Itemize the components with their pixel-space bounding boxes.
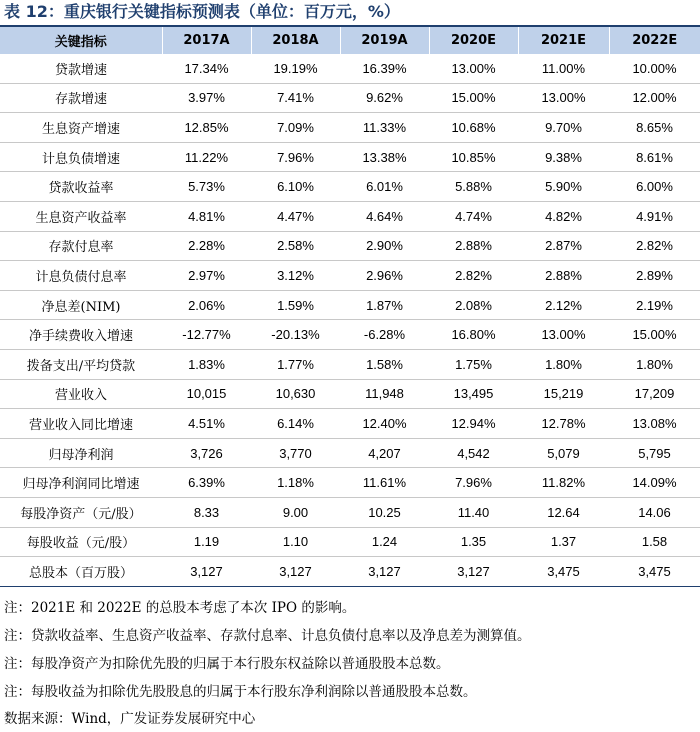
data-source: 数据来源：Wind，广发证券发展研究中心 [4, 711, 256, 727]
table-cell: 9.70% [518, 113, 609, 143]
table-row [0, 113, 700, 143]
table-cell: 13.38% [340, 142, 429, 172]
table-cell: 14.06 [609, 497, 700, 527]
row-label: 拨备支出/平均贷款 [0, 349, 162, 379]
table-cell: 3,127 [251, 557, 340, 587]
row-label: 净息差(NIM) [0, 290, 162, 320]
table-cell: 12.85% [162, 113, 251, 143]
table-cell: 2.89% [609, 261, 700, 291]
row-label: 总股本（百万股） [0, 557, 162, 587]
table-cell: 11.61% [340, 468, 429, 498]
table-cell: 16.39% [340, 54, 429, 83]
table-cell: 12.64 [518, 497, 609, 527]
column-header: 2019A [340, 27, 429, 54]
table-header-row [0, 27, 700, 54]
table-cell: 1.80% [518, 349, 609, 379]
kpi-forecast-table [0, 27, 700, 587]
table-row [0, 54, 700, 83]
row-label: 贷款收益率 [0, 172, 162, 202]
table-cell: 9.00 [251, 497, 340, 527]
table-cell: 7.41% [251, 83, 340, 113]
table-cell: 2.87% [518, 231, 609, 261]
table-cell: 2.88% [429, 231, 518, 261]
table-cell: 19.19% [251, 54, 340, 83]
table-cell: 8.65% [609, 113, 700, 143]
table-cell: 1.58% [340, 349, 429, 379]
table-cell: 10.85% [429, 142, 518, 172]
table-cell: 15.00% [429, 83, 518, 113]
table-row [0, 290, 700, 320]
table-cell: 3,127 [162, 557, 251, 587]
table-cell: 2.96% [340, 261, 429, 291]
note-line: 注：每股净资产为扣除优先股的归属于本行股东权益除以普通股股本总数。 [4, 656, 450, 672]
table-cell: 13.00% [518, 320, 609, 350]
table-row [0, 142, 700, 172]
table-cell: 9.38% [518, 142, 609, 172]
table-cell: 1.87% [340, 290, 429, 320]
table-row [0, 349, 700, 379]
table-cell: 10.00% [609, 54, 700, 83]
table-cell: 9.62% [340, 83, 429, 113]
table-cell: 2.08% [429, 290, 518, 320]
table-cell: 15,219 [518, 379, 609, 409]
row-label: 计息负债增速 [0, 142, 162, 172]
table-cell: 1.18% [251, 468, 340, 498]
note-line: 注：2021E 和 2022E 的总股本考虑了本次 IPO 的影响。 [4, 600, 356, 616]
table-cell: 4.82% [518, 201, 609, 231]
table-row [0, 557, 700, 587]
table-cell: 10,015 [162, 379, 251, 409]
table-cell: 11.40 [429, 497, 518, 527]
table-cell: -12.77% [162, 320, 251, 350]
row-label: 存款增速 [0, 83, 162, 113]
table-cell: 3,770 [251, 438, 340, 468]
table-cell: 8.61% [609, 142, 700, 172]
table-cell: 2.06% [162, 290, 251, 320]
table-cell: 4.91% [609, 201, 700, 231]
table-row [0, 320, 700, 350]
table-cell: 10,630 [251, 379, 340, 409]
row-label: 营业收入 [0, 379, 162, 409]
table-row [0, 438, 700, 468]
table-cell: 4,207 [340, 438, 429, 468]
row-label: 计息负债付息率 [0, 261, 162, 291]
table-cell: 1.77% [251, 349, 340, 379]
table-cell: 3,475 [518, 557, 609, 587]
table-cell: 12.00% [609, 83, 700, 113]
table-cell: 1.59% [251, 290, 340, 320]
table-cell: 15.00% [609, 320, 700, 350]
row-label: 生息资产收益率 [0, 201, 162, 231]
table-row [0, 231, 700, 261]
table-cell: 2.58% [251, 231, 340, 261]
table-cell: 2.97% [162, 261, 251, 291]
table-cell: 7.96% [429, 468, 518, 498]
table-cell: 5,079 [518, 438, 609, 468]
table-cell: 1.80% [609, 349, 700, 379]
table-row [0, 172, 700, 202]
table-cell: 2.82% [429, 261, 518, 291]
table-cell: 2.28% [162, 231, 251, 261]
note-line: 注：贷款收益率、生息资产收益率、存款付息率、计息负债付息率以及净息差为测算值。 [4, 628, 531, 644]
table-row [0, 468, 700, 498]
table-cell: 17.34% [162, 54, 251, 83]
table-cell: 1.35 [429, 527, 518, 557]
table-row [0, 83, 700, 113]
table-cell: 5.90% [518, 172, 609, 202]
table-cell: 14.09% [609, 468, 700, 498]
table-row [0, 527, 700, 557]
column-header: 2018A [251, 27, 340, 54]
table-cell: 1.19 [162, 527, 251, 557]
table-cell: 3.97% [162, 83, 251, 113]
table-cell: 5.88% [429, 172, 518, 202]
row-label: 每股净资产（元/股） [0, 497, 162, 527]
table-cell: 6.01% [340, 172, 429, 202]
table-cell: 11.00% [518, 54, 609, 83]
row-label: 净手续费收入增速 [0, 320, 162, 350]
table-cell: 11,948 [340, 379, 429, 409]
table-cell: 7.96% [251, 142, 340, 172]
row-label: 存款付息率 [0, 231, 162, 261]
table-cell: 13,495 [429, 379, 518, 409]
table-cell: 12.40% [340, 409, 429, 439]
column-header: 2021E [518, 27, 609, 54]
column-header: 2017A [162, 27, 251, 54]
table-cell: 11.22% [162, 142, 251, 172]
table-cell: 4.51% [162, 409, 251, 439]
table-cell: 4.74% [429, 201, 518, 231]
table-cell: 5,795 [609, 438, 700, 468]
table-cell: 4.64% [340, 201, 429, 231]
column-header: 2022E [609, 27, 700, 54]
table-cell: -20.13% [251, 320, 340, 350]
table-cell: 4,542 [429, 438, 518, 468]
table-cell: 7.09% [251, 113, 340, 143]
table-cell: 1.10 [251, 527, 340, 557]
table-cell: 17,209 [609, 379, 700, 409]
table-cell: 3,726 [162, 438, 251, 468]
table-cell: 3,127 [429, 557, 518, 587]
table-cell: 11.33% [340, 113, 429, 143]
table-cell: 1.83% [162, 349, 251, 379]
column-header: 2020E [429, 27, 518, 54]
row-label: 归母净利润 [0, 438, 162, 468]
table-row [0, 261, 700, 291]
table-cell: 1.75% [429, 349, 518, 379]
table-body [0, 54, 700, 586]
table-cell: 13.08% [609, 409, 700, 439]
table-cell: 6.00% [609, 172, 700, 202]
column-header: 关键指标 [0, 27, 162, 54]
table-cell: 13.00% [518, 83, 609, 113]
row-label: 营业收入同比增速 [0, 409, 162, 439]
table-cell: 2.19% [609, 290, 700, 320]
row-label: 贷款增速 [0, 54, 162, 83]
table-cell: 8.33 [162, 497, 251, 527]
table-cell: 6.39% [162, 468, 251, 498]
table-cell: 2.82% [609, 231, 700, 261]
table-cell: 2.88% [518, 261, 609, 291]
row-label: 归母净利润同比增速 [0, 468, 162, 498]
table-cell: 3,127 [340, 557, 429, 587]
table-cell: 2.12% [518, 290, 609, 320]
table-cell: 5.73% [162, 172, 251, 202]
notes-section [4, 594, 696, 732]
table-row [0, 409, 700, 439]
table-cell: 11.82% [518, 468, 609, 498]
table-cell: 1.24 [340, 527, 429, 557]
table-row [0, 379, 700, 409]
table-cell: 1.37 [518, 527, 609, 557]
table-cell: 12.78% [518, 409, 609, 439]
table-cell: 16.80% [429, 320, 518, 350]
table-cell: 12.94% [429, 409, 518, 439]
row-label: 生息资产增速 [0, 113, 162, 143]
table-row [0, 201, 700, 231]
table-cell: 2.90% [340, 231, 429, 261]
table-cell: 3,475 [609, 557, 700, 587]
table-row [0, 497, 700, 527]
table-title: 表 12：重庆银行关键指标预测表（单位：百万元，%） [4, 2, 400, 21]
row-label: 每股收益（元/股） [0, 527, 162, 557]
table-cell: 13.00% [429, 54, 518, 83]
table-cell: 3.12% [251, 261, 340, 291]
table-cell: -6.28% [340, 320, 429, 350]
table-cell: 4.81% [162, 201, 251, 231]
table-cell: 6.10% [251, 172, 340, 202]
table-cell: 10.68% [429, 113, 518, 143]
table-cell: 1.58 [609, 527, 700, 557]
table-cell: 4.47% [251, 201, 340, 231]
table-cell: 6.14% [251, 409, 340, 439]
table-cell: 10.25 [340, 497, 429, 527]
note-line: 注：每股收益为扣除优先股股息的归属于本行股东净利润除以普通股股本总数。 [4, 684, 477, 700]
